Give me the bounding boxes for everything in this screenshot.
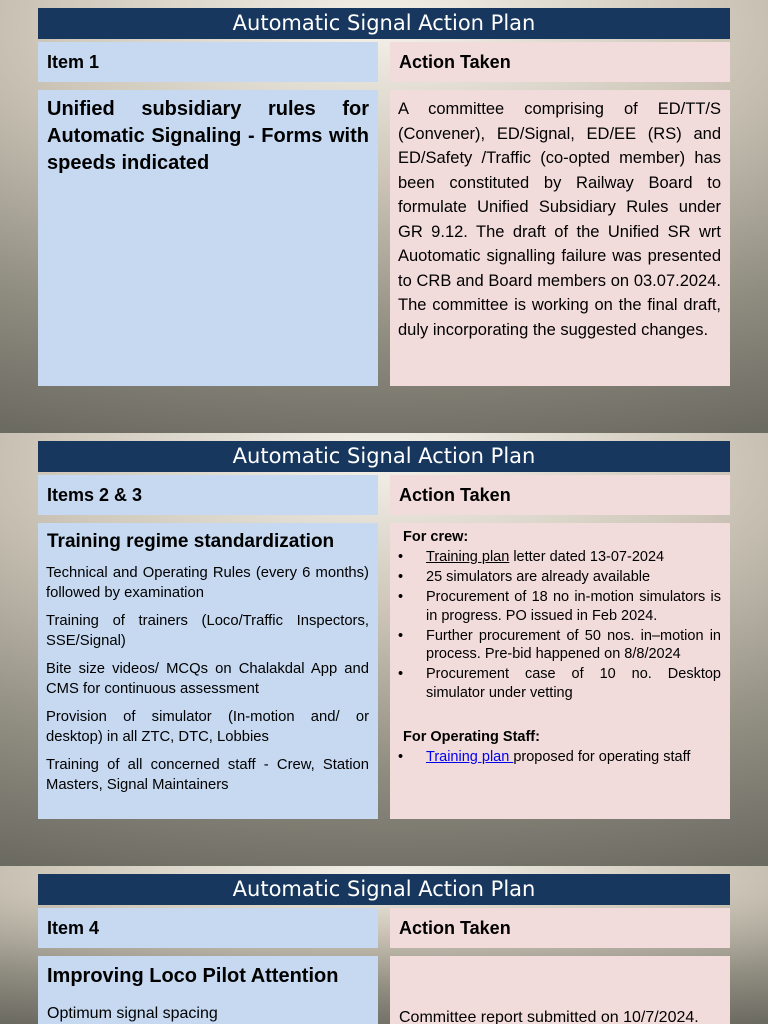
training-plan-link[interactable]: Training plan <box>426 748 514 765</box>
slide-item-1 <box>0 0 768 433</box>
list-item: Training of trainers (Loco/Traffic Inspectors, SSE/Signal) <box>46 613 369 649</box>
list-item <box>398 548 721 567</box>
list-item <box>398 748 721 767</box>
list-item: • Procurement case of 10 no. Desktop simulator under vetting <box>398 665 721 702</box>
item-panel <box>38 523 378 819</box>
training-plan-link[interactable]: Training plan <box>426 549 510 565</box>
list-item: • Further procurement of 50 nos. in–motion in process. Pre-bid happened on 8/8/2024 <box>398 627 721 664</box>
action-panel <box>390 523 730 819</box>
item-title: Improving Loco Pilot Attention <box>47 965 339 987</box>
action-text: Committee report submitted on 10/7/2024. <box>399 1009 699 1024</box>
item-title: Unified subsidiary rules for Automatic Signaling - Forms with speeds indicated <box>47 98 369 174</box>
list-item: Technical and Operating Rules (every 6 months) followed by examination <box>46 565 369 601</box>
action-taken-header: Action Taken <box>390 908 730 948</box>
item-title: Training regime standardization <box>47 531 335 552</box>
slide-title-banner: Automatic Signal Action Plan <box>38 441 730 472</box>
item-panel <box>38 90 378 386</box>
action-panel <box>390 90 730 386</box>
item-header: Item 1 <box>38 42 378 82</box>
operating-staff-heading: For Operating Staff: <box>403 728 540 745</box>
action-taken-header: Action Taken <box>390 42 730 82</box>
ops-bullet-list <box>390 746 730 767</box>
action-panel <box>390 956 730 1024</box>
list-item: Training of all concerned staff - Crew, Station Masters, Signal Maintainers <box>46 757 369 793</box>
list-item-text: proposed for operating staff <box>513 748 691 765</box>
list-item: • 25 simulators are already available <box>398 568 721 587</box>
list-item: Provision of simulator (In-motion and/ or desktop) in all ZTC, DTC, Lobbies <box>46 709 369 745</box>
crew-bullet-list <box>390 546 730 702</box>
list-item-text: letter dated 13-07-2024 <box>509 549 665 565</box>
slide-title-banner: Automatic Signal Action Plan <box>38 8 730 39</box>
slide-item-4 <box>0 866 768 1024</box>
item-text: Optimum signal spacing <box>47 1005 218 1022</box>
crew-heading: For crew: <box>403 529 469 545</box>
item-header: Item 4 <box>38 908 378 948</box>
list-item: • Procurement of 18 no in-motion simulators is in progress. PO issued in Feb 2024. <box>398 588 721 625</box>
slide-title-banner: Automatic Signal Action Plan <box>38 874 730 905</box>
item-header: Items 2 & 3 <box>38 475 378 515</box>
item-panel <box>38 956 378 1024</box>
action-text: A committee comprising of ED/TT/S (Convener), ED/Signal, ED/EE (RS) and ED/Safety /Traffic (co-opted member) has been constituted by Railway Board to formulate Unified Subsidiary Rules under GR 9.12. The draft of the Unified SR wrt Auotomatic signalling failure was presented to CRB and Board members on 03.07.2024. The committee is working on the final draft, duly incorporating the suggested changes. <box>398 100 721 339</box>
list-item: Bite size videos/ MCQs on Chalakdal App and CMS for continuous assessment <box>46 661 369 697</box>
action-taken-header: Action Taken <box>390 475 730 515</box>
slide-items-2-3 <box>0 433 768 866</box>
